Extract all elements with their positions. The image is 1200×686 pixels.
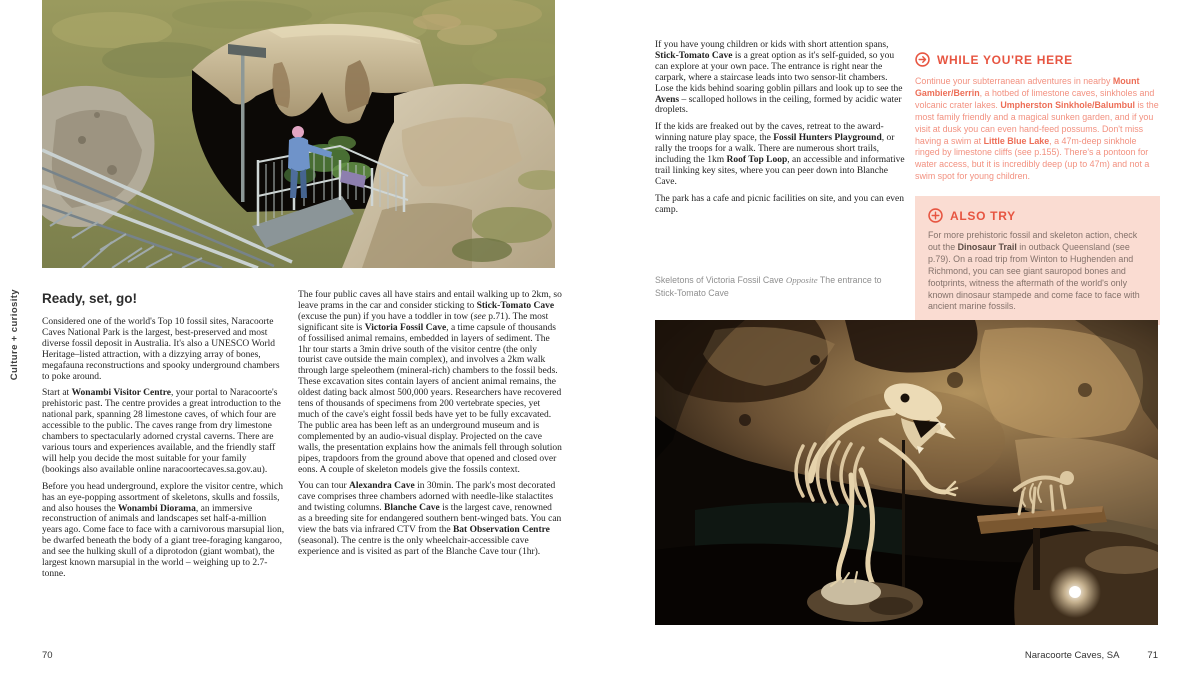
photo-caption: Skeletons of Victoria Fossil Cave Opposite The entrance to Stick-Tomato Cave bbox=[655, 275, 882, 298]
while-youre-here-title: WHILE YOU'RE HERE bbox=[937, 52, 1073, 67]
also-try-box bbox=[915, 196, 1160, 325]
right-column bbox=[655, 40, 908, 216]
also-try-body: For more prehistoric fossil and skeleton action, check out the Dinosaur Trail in outback Queensland (see p.79). On a road trip from Winton to Hughenden and Richmond, you can see giant sauropod bones and footprints, witness the aftermath of the world's only known dinosaur stampede and come face to face with ancient marine fossils. bbox=[928, 230, 1140, 312]
paragraph: You can tour Alexandra Cave in 30min. The park's most decorated cave comprises three chambers adorned with needle-like stalactites and twisting columns. Blanche Cave is the largest cave, renowned as a breeding site for endangered southern bent-winged bats. You can view the bats via infrared CTV from the Bat Observation Centre (seasonal). The centre is the only wheelchair-accessible cave experience and is visited as part of the Blanche Cave tour (1hr). bbox=[298, 481, 562, 557]
ready-set-go-heading: Ready, set, go! bbox=[42, 291, 138, 306]
arrow-right-circle-icon bbox=[915, 52, 930, 67]
paragraph: Start at Wonambi Visitor Centre, your portal to Naracoorte's prehistoric past. The centre provides a great introduction to the national park, spanning 28 limestone caves, of which four are accessible to the public. The caves range from dry limestone chambers to spectacularly adorned crystal caverns. There are various tours and experiences available, and the friendly staff will help you decide the most suitable for your family (bookings also available online naracoortecaves.sa.gov.au). bbox=[42, 388, 281, 475]
while-youre-here-section bbox=[915, 52, 1160, 183]
cave-entrance-illustration bbox=[42, 0, 555, 268]
paragraph: The park has a cafe and picnic facilities on site, and you can even camp. bbox=[655, 193, 905, 215]
paragraph: The four public caves all have stairs and entail walking up to 2km, so leave prams in the car and consider sticking to Stick-Tomato Cave (excuse the pun) if you have a toddler in tow (see p.71). The most significant site is Victoria Fossil Cave, a time capsule of thousands of fossilised animal remains, embedded in layers of sediment. The 1hr tour starts a 3min drive south of the visitor centre (the only tourist cave outside the main complex), and involves a 2km walk through large speleothem (mineral-rich) chambers to the fossil beds. These excavation sites contain layers of ancient animal remains, the oldest dating back almost 500,000 years. Researchers have recovered tens of thousands of specimens from 200 vertebrate species, yet much of the cave's eight fossil beds have yet to be fully excavated. The public area has been left as an underground museum and is complemented by an audio-visual display. Projected on the cave walls, the presentation explains how the animals fell through solution pipes, trapdoors from the ground above that opened and closed over eons. A couple of skeleton models give the fossils context. bbox=[298, 290, 562, 475]
left-column-1 bbox=[42, 317, 286, 580]
also-try-title: ALSO TRY bbox=[950, 208, 1016, 223]
paragraph: Considered one of the world's Top 10 fossil sites, Naracoorte Caves National Park is the largest, best-preserved and most diverse fossil deposit in Australia. It's also a UNESCO World Heritage–listed attraction, with a dizzying array of bones, megafauna reconstructions and spooky underground chambers to poke around. bbox=[42, 317, 280, 382]
section-label: Culture + curiosity bbox=[9, 289, 20, 381]
plus-circle-icon bbox=[928, 208, 943, 223]
footer-chapter-title: Naracoorte Caves, SA bbox=[1024, 650, 1120, 661]
cave-entrance-photo bbox=[42, 0, 555, 268]
paragraph: Before you head underground, explore the visitor centre, which has an eye-popping assortment of skeletons, skulls and fossils, and also houses the Wonambi Diorama, an immersive reconstruction of animals and landscapes set half-a-million years ago. Come face to face with a carnivorous marsupial lion, be dwarfed beneath the body of a giant tree-foraging kangaroo, and see the hulking skull of a diprotodon (giant wombat), the largest known marsupial in the world – weighing up to 2.7-tonne. bbox=[42, 481, 285, 579]
footer-right bbox=[1025, 650, 1158, 661]
page-number-left: 70 bbox=[42, 650, 53, 661]
skeleton-illustration bbox=[655, 320, 1158, 625]
skeleton-photo bbox=[655, 320, 1158, 625]
page-number-right: 71 bbox=[1147, 650, 1158, 661]
while-youre-here-body: Continue your subterranean adventures in nearby Mount Gambier/Berrin, a hotbed of limestone caves, sinkholes and volcanic crater lakes. Umpherston Sinkhole/Balumbul is the most family friendly and a magical sunken garden, and if you visit at dusk you can even hand-feed possums. Don't miss having a swim at Little Blue Lake, a 47m-deep sinkhole ringed by limestone cliffs (see p.155). There's a pontoon for water access, but it is incredibly deep (up to 47m) and not a swim spot for young children. bbox=[915, 76, 1159, 182]
left-column-2 bbox=[298, 290, 562, 558]
paragraph: If you have young children or kids with short attention spans, Stick-Tomato Cave is a great option as it's self-guided, so you can explore at your own pace. The entrance is right near the carpark, where a staircase leads into two sensor-lit chambers. Lose the kids behind soaring goblin pillars and look up to see the Avens – scalloped hollows in the ceiling, formed by acidic water droplets. bbox=[655, 40, 903, 116]
paragraph: If the kids are freaked out by the caves, retreat to the award-winning nature play space, the Fossil Hunters Playground, or rally the troops for a walk. There are numerous short trails, including the 1km Roof Top Loop, an accessible and informative trail linking key sites, where you can peer down into Blanche Cave. bbox=[655, 122, 905, 187]
